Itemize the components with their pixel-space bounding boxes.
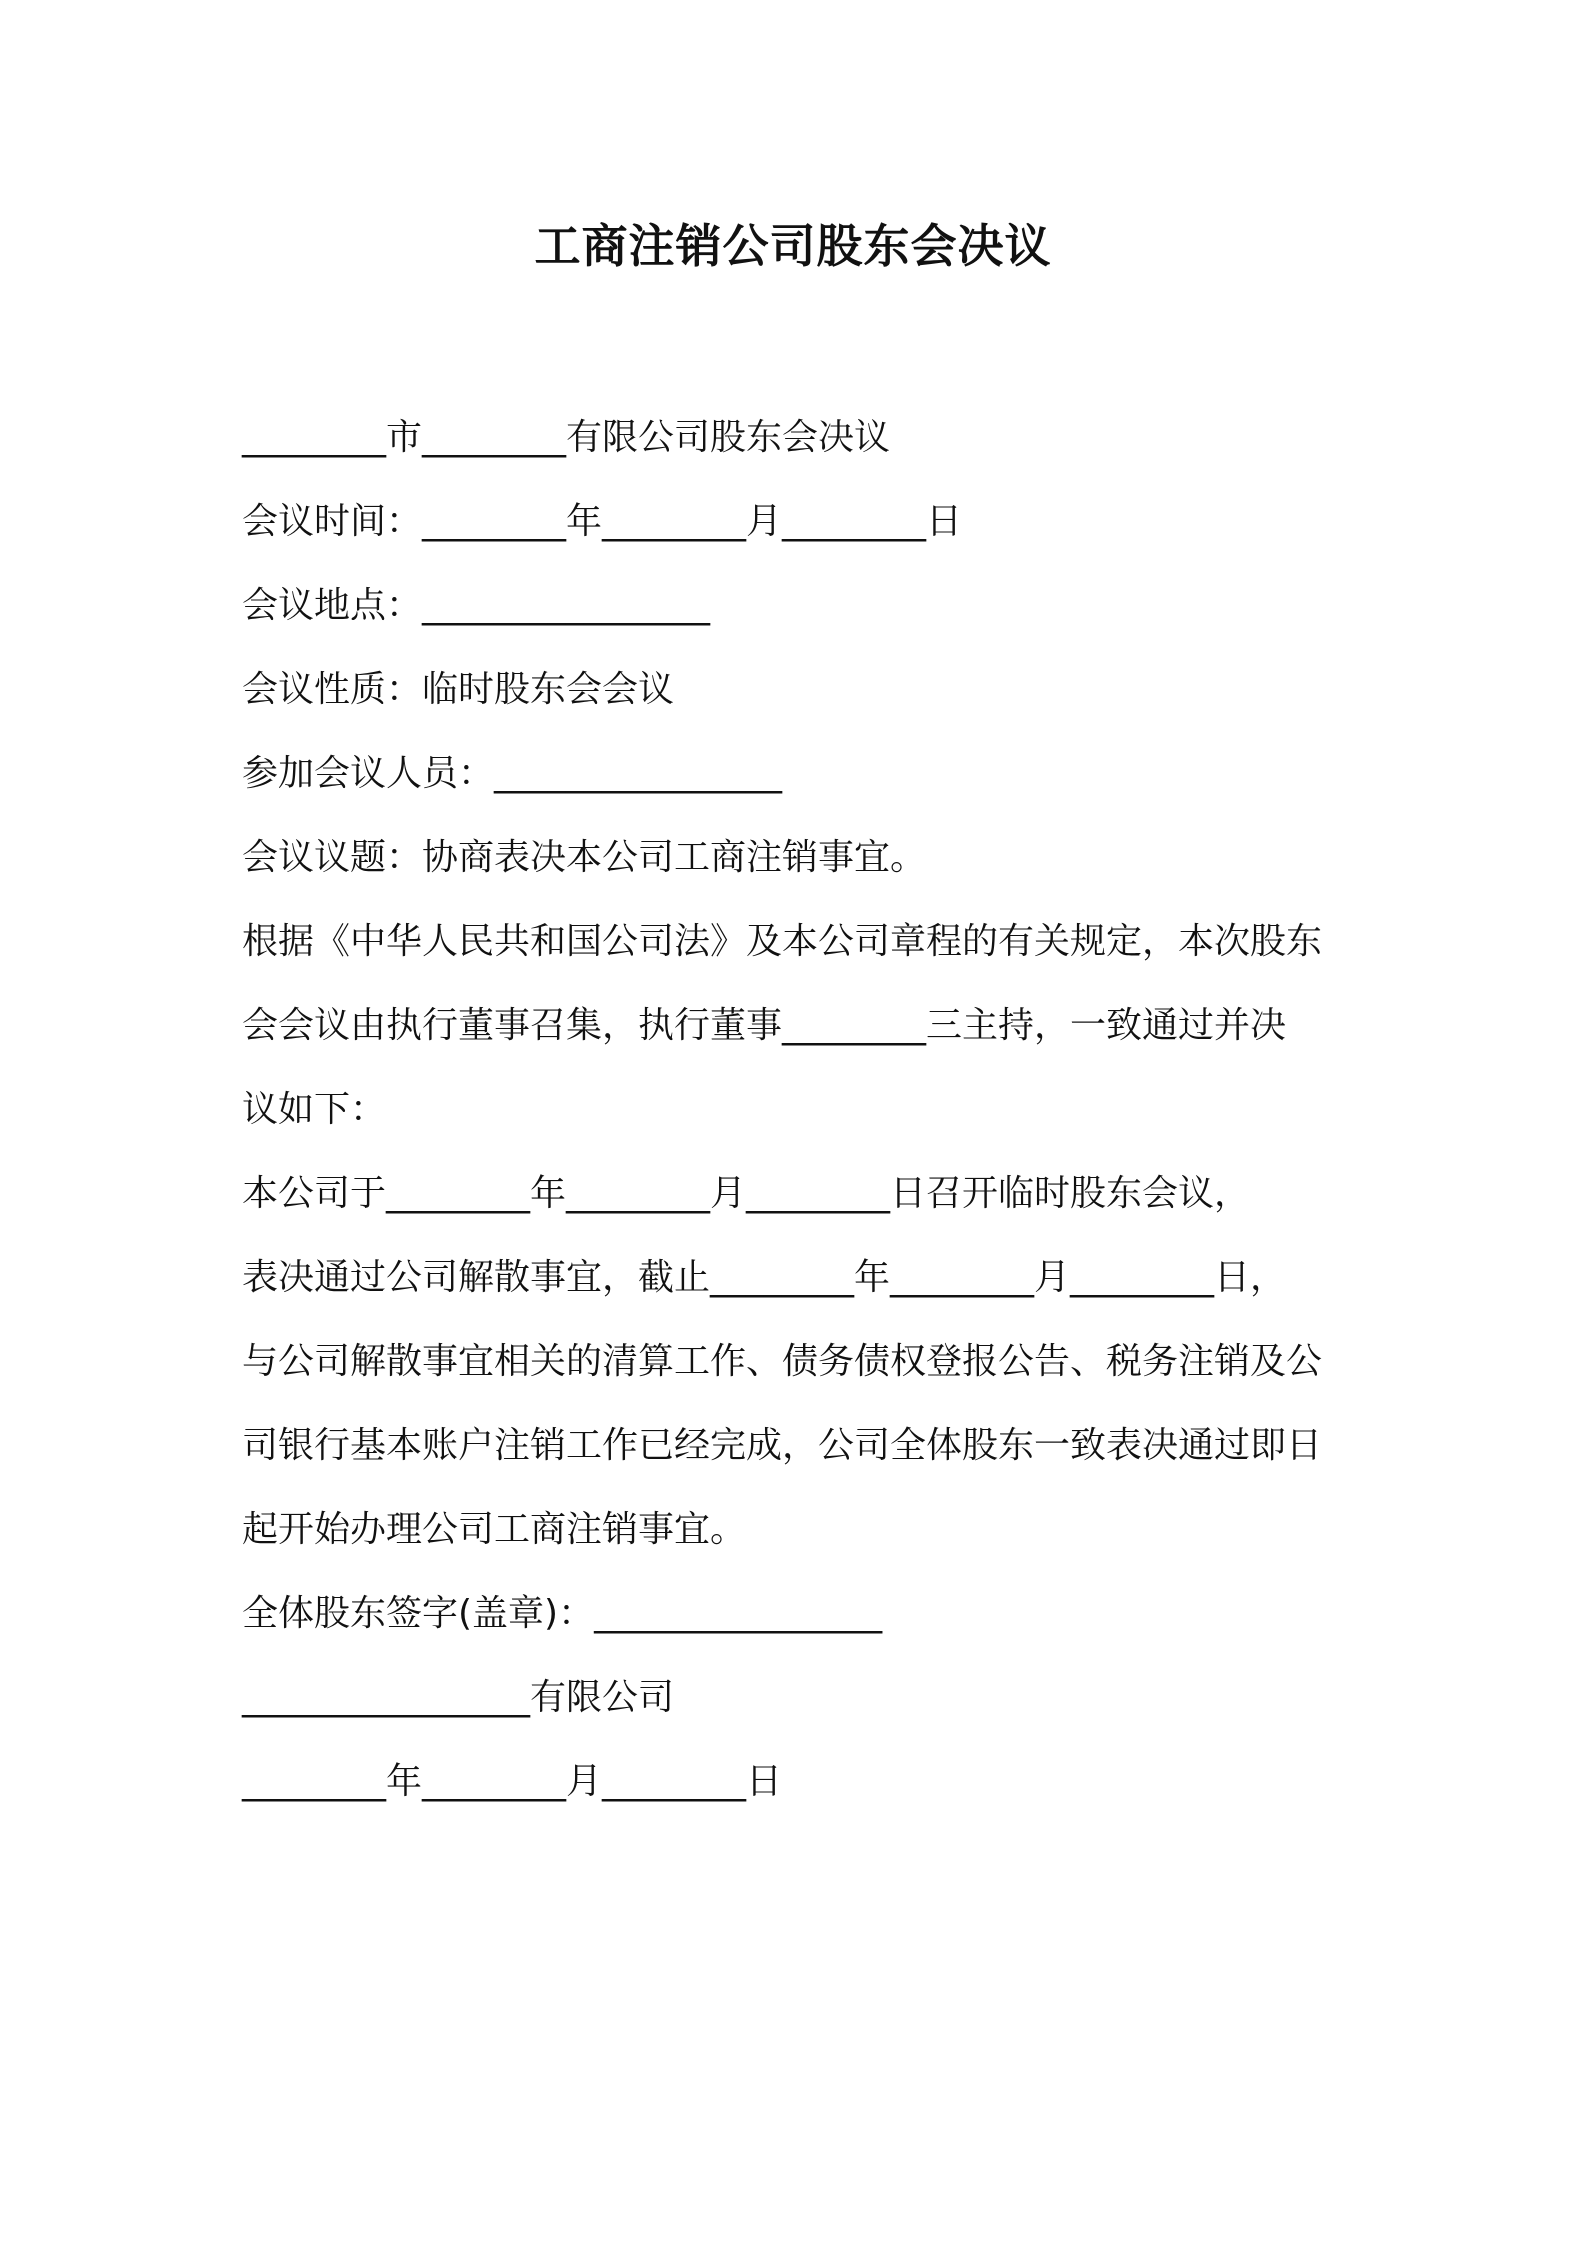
attendees-line: 参加会议人员：________________: [242, 753, 783, 794]
meeting-topic-line: 会议议题：协商表决本公司工商注销事宜。: [242, 837, 927, 878]
body-paragraph-line: 根据《中华人民共和国公司法》及本公司章程的有关规定，本次股东: [242, 921, 1323, 962]
resolution-paragraph-line: 本公司于________年________月________日召开临时股东会议，: [242, 1173, 1251, 1214]
body-paragraph-line: 议如下：: [242, 1089, 387, 1130]
date-line: ________年________月________日: [242, 1761, 782, 1802]
document-title: 工商注销公司股东会决议: [534, 219, 1052, 273]
meeting-location-line: 会议地点：________________: [242, 585, 711, 626]
resolution-paragraph-line: 与公司解散事宜相关的清算工作、债务债权登报公告、税务注销及公: [242, 1341, 1323, 1382]
resolution-paragraph-line: 表决通过公司解散事宜，截止________年________月________日，: [242, 1257, 1287, 1298]
resolution-heading-line: ________市________有限公司股东会决议: [242, 417, 891, 458]
shareholder-signature-line: 全体股东签字(盖章)：________________: [242, 1593, 883, 1634]
meeting-nature-line: 会议性质：临时股东会会议: [242, 669, 675, 710]
resolution-paragraph-line: 起开始办理公司工商注销事宜。: [242, 1509, 747, 1550]
company-name-line: ________________有限公司: [242, 1677, 675, 1718]
body-paragraph-line: 会会议由执行董事召集，执行董事________三主持，一致通过并决: [242, 1005, 1287, 1046]
meeting-time-line: 会议时间：________年________月________日: [242, 501, 963, 542]
resolution-paragraph-line: 司银行基本账户注销工作已经完成，公司全体股东一致表决通过即日: [242, 1425, 1323, 1466]
